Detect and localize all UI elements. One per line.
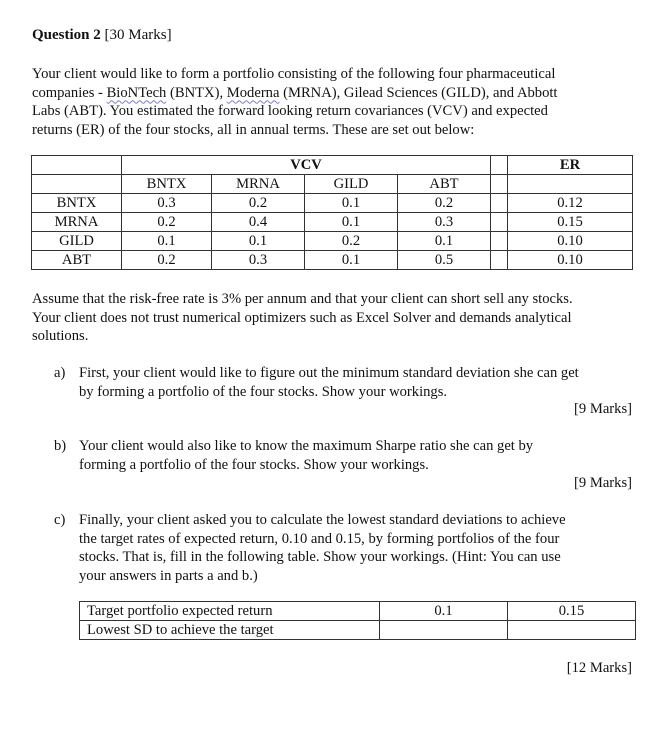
cov-cell: 0.3: [212, 251, 305, 270]
row-label: GILD: [32, 232, 122, 251]
cov-cell: 0.1: [398, 232, 491, 251]
spacer-cell: [491, 232, 508, 251]
part-line: stocks. That is, fill in the following table. Show your workings. (Hint: You can use: [79, 549, 561, 566]
cov-cell: 0.5: [398, 251, 491, 270]
answer-blank[interactable]: [508, 621, 636, 640]
part-b: [54, 437, 636, 474]
question-marks: [30 Marks]: [104, 27, 172, 43]
er-cell: 0.10: [508, 232, 633, 251]
part-line: by forming a portfolio of the four stocks. Show your workings.: [79, 383, 448, 400]
spacer-cell: [491, 175, 508, 194]
intro-line: returns (ER) of the four stocks, all in annual terms. These are set out below:: [32, 121, 475, 138]
er-cell: 0.15: [508, 213, 633, 232]
intro-paragraph: [32, 65, 642, 139]
cov-cell: 0.4: [212, 213, 305, 232]
answer-blank[interactable]: [380, 621, 508, 640]
row-label: BNTX: [32, 194, 122, 213]
target-table: [79, 601, 636, 640]
target-row-label: Target portfolio expected return: [80, 602, 380, 621]
assumption-line: solutions.: [32, 328, 89, 345]
spacer-cell: [491, 213, 508, 232]
target-value: 0.1: [380, 602, 508, 621]
table-row: [32, 213, 633, 232]
question-title: [32, 27, 172, 44]
spacer-cell: [491, 251, 508, 270]
part-b-marks: [9 Marks]: [574, 475, 632, 491]
column-header: GILD: [305, 175, 398, 194]
part-label: b): [54, 438, 67, 454]
row-label: ABT: [32, 251, 122, 270]
table-corner: [32, 175, 122, 194]
cov-cell: 0.2: [122, 213, 212, 232]
cov-cell: 0.3: [122, 194, 212, 213]
intro-line: companies - BioNTech (BNTX), Moderna (MRNA), Gilead Sciences (GILD), and Abbott: [32, 84, 558, 101]
cov-cell: 0.2: [305, 232, 398, 251]
question-number: Question 2: [32, 27, 101, 43]
part-line: Your client would also like to know the maximum Sharpe ratio she can get by: [79, 438, 534, 454]
cov-cell: 0.1: [305, 213, 398, 232]
table-row: [80, 621, 636, 640]
intro-line: Labs (ABT). You estimated the forward looking return covariances (VCV) and expected: [32, 103, 548, 120]
column-header: ABT: [398, 175, 491, 194]
table-row: [80, 602, 636, 621]
intro-line: Your client would like to form a portfolio consisting of the following four pharmaceutical: [32, 66, 556, 82]
assumption-line: Your client does not trust numerical optimizers such as Excel Solver and demands analytical: [32, 309, 572, 326]
cov-cell: 0.2: [212, 194, 305, 213]
assumption-paragraph: [32, 290, 642, 346]
part-line: First, your client would like to figure out the minimum standard deviation she can get: [79, 365, 579, 381]
column-header: MRNA: [212, 175, 305, 194]
table-row: [32, 251, 633, 270]
target-value: 0.15: [508, 602, 636, 621]
part-line: Finally, your client asked you to calculate the lowest standard deviations to achieve: [79, 512, 566, 528]
part-line: the target rates of expected return, 0.10 and 0.15, by forming portfolios of the four: [79, 530, 560, 547]
part-c: [54, 511, 636, 585]
part-c-marks: [12 Marks]: [566, 660, 632, 676]
part-line: forming a portfolio of the four stocks. Show your workings.: [79, 456, 429, 473]
part-a-marks: [9 Marks]: [574, 401, 632, 417]
spellcheck-word: Moderna: [226, 84, 280, 101]
cov-cell: 0.1: [212, 232, 305, 251]
er-header: ER: [508, 156, 633, 175]
part-a: [54, 364, 636, 401]
cov-cell: 0.3: [398, 213, 491, 232]
table-corner: [32, 156, 122, 175]
target-row-label: Lowest SD to achieve the target: [80, 621, 380, 640]
column-header: BNTX: [122, 175, 212, 194]
assumption-line: Assume that the risk-free rate is 3% per annum and that your client can short sell any stocks.: [32, 291, 573, 307]
spellcheck-word: BioNTech: [106, 84, 167, 101]
cov-cell: 0.1: [305, 251, 398, 270]
cov-cell: 0.2: [122, 251, 212, 270]
er-cell: 0.10: [508, 251, 633, 270]
cov-cell: 0.1: [122, 232, 212, 251]
table-row: [32, 194, 633, 213]
spacer-cell: [491, 156, 508, 175]
spacer-cell: [491, 194, 508, 213]
part-label: c): [54, 512, 66, 528]
part-line: your answers in parts a and b.): [79, 567, 258, 584]
table-row: [32, 232, 633, 251]
vcv-er-table: [31, 155, 633, 270]
er-blank: [508, 175, 633, 194]
vcv-header: VCV: [122, 156, 491, 175]
part-label: a): [54, 365, 66, 381]
cov-cell: 0.1: [305, 194, 398, 213]
er-cell: 0.12: [508, 194, 633, 213]
cov-cell: 0.2: [398, 194, 491, 213]
row-label: MRNA: [32, 213, 122, 232]
